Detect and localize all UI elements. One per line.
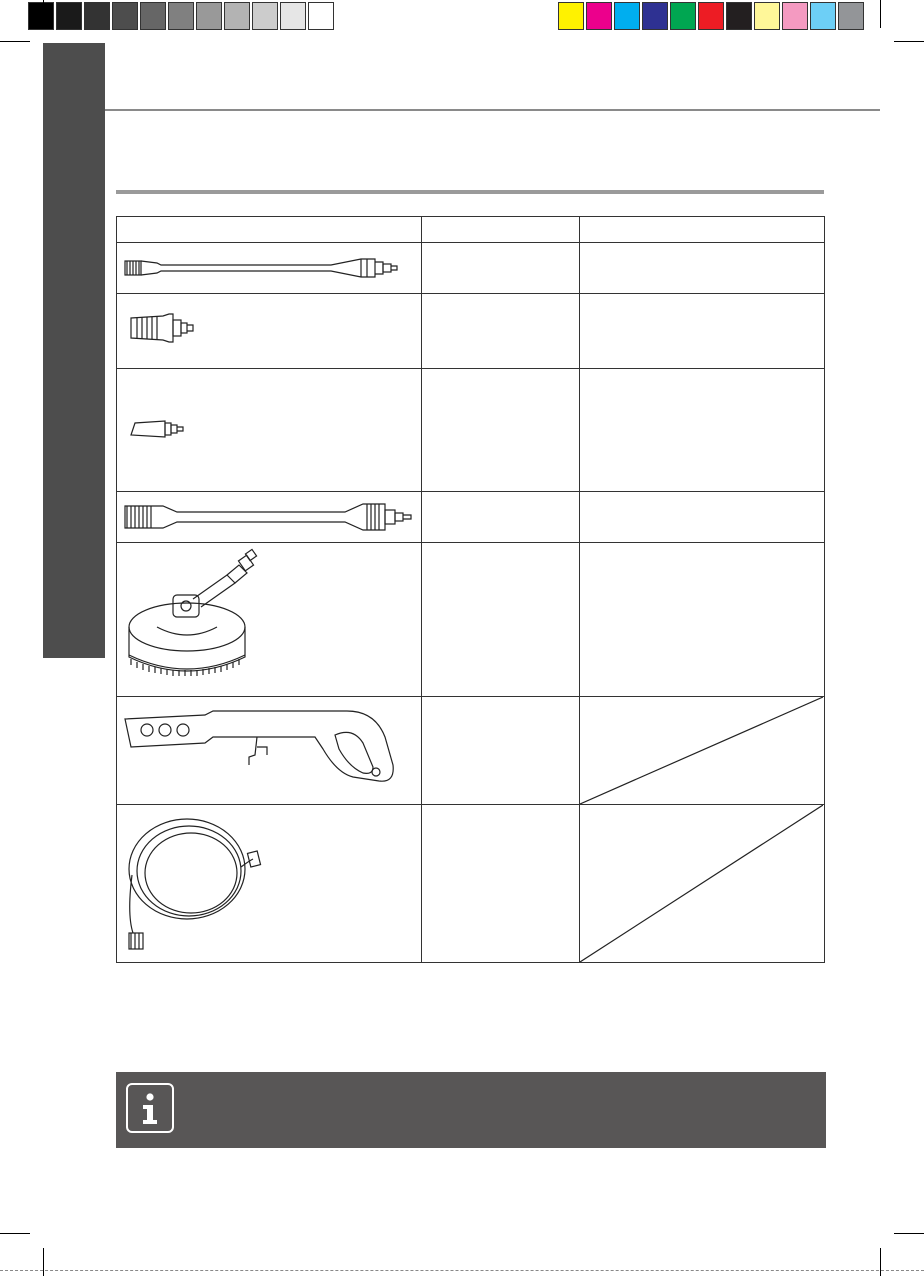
info-icon [126, 1083, 174, 1133]
text-cell [422, 369, 580, 492]
trim-line [0, 1270, 924, 1271]
diagonal-strike [580, 805, 823, 962]
text-cell [580, 492, 825, 543]
crop-mark [0, 1233, 30, 1234]
lance-icon [117, 243, 420, 293]
color-swatch [838, 2, 864, 30]
color-swatch [726, 2, 752, 30]
text-cell [580, 294, 825, 369]
color-swatch [754, 2, 780, 30]
patio-cleaner-icon [117, 543, 420, 696]
trigger-gun-icon [117, 697, 420, 804]
color-swatch [280, 2, 306, 30]
text-cell [580, 243, 825, 294]
crop-mark [894, 1233, 924, 1234]
struck-cell [580, 805, 825, 963]
extension-lance-icon [117, 492, 420, 542]
table-row [117, 369, 825, 492]
header-cell [580, 217, 825, 243]
color-swatch [670, 2, 696, 30]
image-cell [117, 805, 422, 963]
table-row [117, 805, 825, 963]
table-row [117, 543, 825, 697]
text-cell [422, 243, 580, 294]
hose-icon [117, 805, 420, 962]
color-swatch [84, 2, 110, 30]
side-tab [43, 43, 105, 658]
color-swatch [308, 2, 334, 30]
info-box [116, 1072, 826, 1148]
table-row [117, 492, 825, 543]
text-cell [580, 369, 825, 492]
table-row [117, 697, 825, 805]
color-swatch [782, 2, 808, 30]
color-swatch [698, 2, 724, 30]
image-cell [117, 369, 422, 492]
color-swatch [810, 2, 836, 30]
header-cell [117, 217, 422, 243]
text-cell [422, 697, 580, 805]
rotary-nozzle-icon [117, 294, 420, 368]
diagonal-strike [580, 697, 823, 804]
text-cell [422, 805, 580, 963]
image-cell [117, 243, 422, 294]
color-swatch [140, 2, 166, 30]
color-swatch [224, 2, 250, 30]
color-swatch [28, 2, 54, 30]
crop-mark [43, 0, 44, 28]
crop-mark [0, 41, 30, 42]
color-swatch [614, 2, 640, 30]
process-color-bar [558, 0, 870, 32]
table-header-row [117, 217, 825, 243]
parts-table [116, 216, 825, 963]
text-cell [580, 543, 825, 697]
table-row [117, 294, 825, 369]
text-cell [422, 543, 580, 697]
image-cell [117, 697, 422, 805]
crop-mark [894, 41, 924, 42]
color-swatch [642, 2, 668, 30]
color-swatch [252, 2, 278, 30]
crop-mark [880, 1248, 881, 1276]
header-cell [422, 217, 580, 243]
section-rule [116, 190, 824, 194]
color-swatch [112, 2, 138, 30]
color-swatch [196, 2, 222, 30]
color-swatch [586, 2, 612, 30]
color-swatch [168, 2, 194, 30]
text-cell [422, 492, 580, 543]
image-cell [117, 294, 422, 369]
color-swatch [56, 2, 82, 30]
image-cell [117, 543, 422, 697]
color-swatch [558, 2, 584, 30]
table-row [117, 243, 825, 294]
text-cell [422, 294, 580, 369]
crop-mark [43, 1248, 44, 1276]
struck-cell [580, 697, 825, 805]
spray-nozzle-icon [117, 369, 420, 491]
crop-mark [880, 0, 881, 28]
header-rule [105, 109, 880, 111]
image-cell [117, 492, 422, 543]
grayscale-bar [28, 0, 364, 32]
